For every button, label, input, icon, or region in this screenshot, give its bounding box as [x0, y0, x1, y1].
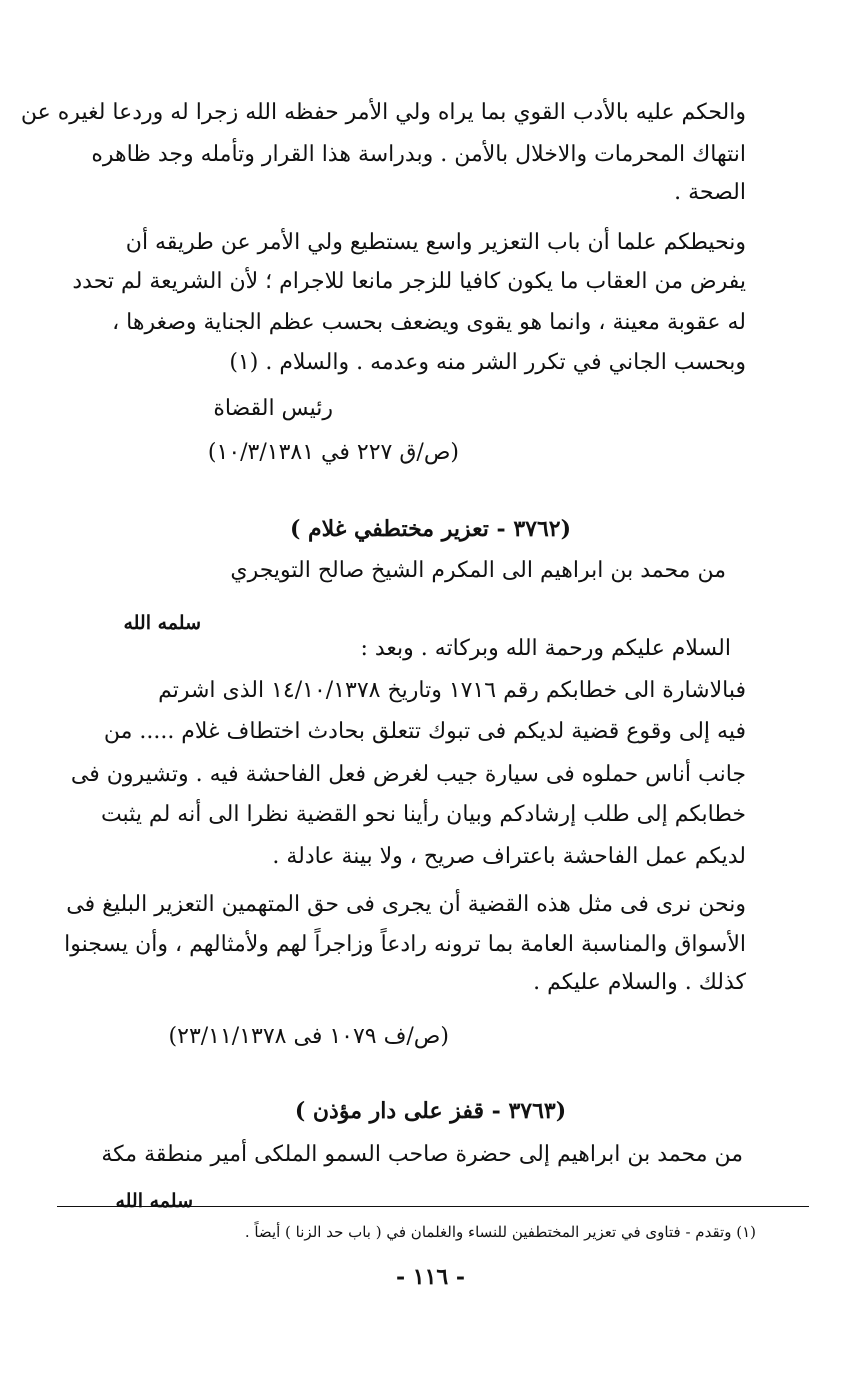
- section2-line-5: لديكم عمل الفاحشة باعتراف صريح ، ولا بينة عادلة .: [272, 844, 746, 869]
- section1-line-6: له عقوبة معينة ، وانما هو يقوى ويضعف بحسب عظم الجناية وصغرها ،: [112, 310, 746, 335]
- section2-line-6: ونحن نرى فى مثل هذه القضية أن يجرى فى حق المتهمين التعزير البليغ فى: [66, 892, 746, 917]
- salutation-3762: سلمه الله: [123, 612, 201, 634]
- section1-line-4: ونحيطكم علما أن باب التعزير واسع يستطيع ولي الأمر عن طريقه أن: [125, 230, 746, 255]
- section1-line-1: والحكم عليه بالأدب القوي بما يراه ولي الأمر حفظه الله زجرا له وردعا لغيره عن: [20, 100, 746, 125]
- reference-1: (ص/ق ٢٢٧ في ١٠/٣/١٣٨١): [207, 440, 459, 465]
- salutation-3763: سلمه الله: [115, 1190, 193, 1212]
- from-line-3762: من محمد بن ابراهيم الى المكرم الشيخ صالح التويجري: [230, 558, 726, 583]
- section2-line-7: الأسواق والمناسبة العامة بما ترونه رادعاً وزاجراً لهم ولأمثالهم ، وأن يسجنوا: [64, 932, 746, 957]
- section2-line-1: فبالاشارة الى خطابكم رقم ١٧١٦ وتاريخ ١٤/١٠/١٣٧٨ الذى اشرتم: [158, 678, 746, 703]
- reference-2: (ص/ف ١٠٧٩ فى ٢٣/١١/١٣٧٨): [168, 1024, 449, 1049]
- section1-line-7: وبحسب الجاني في تكرر الشر منه وعدمه . والسلام . (١): [229, 350, 746, 375]
- section1-line-2: انتهاك المحرمات والاخلال بالأمن . وبدراسة هذا القرار وتأمله وجد ظاهره: [91, 142, 746, 167]
- section2-line-3: جانب أناس حملوه فى سيارة جيب لغرض فعل الفاحشة فيه . وتشيرون فى: [70, 762, 746, 787]
- section2-line-8: كذلك . والسلام عليكم .: [533, 970, 746, 995]
- footnote-divider: [57, 1206, 809, 1207]
- footnote: (١) وتقدم - فتاوى في تعزير المختطفين للنساء والغلمان في ( باب حد الزنا ) أيضاً .: [244, 1223, 756, 1241]
- section1-line-5: يفرض من العقاب ما يكون كافيا للزجر مانعا للاجرام ؛ لأن الشريعة لم تحدد: [72, 269, 746, 294]
- greeting-3762: السلام عليكم ورحمة الله وبركاته . وبعد :: [360, 636, 731, 661]
- signature: رئيس القضاة: [213, 396, 333, 421]
- section1-line-3: الصحة .: [674, 180, 746, 205]
- from-line-3763: من محمد بن ابراهيم إلى حضرة صاحب السمو الملكى أمير منطقة مكة: [101, 1142, 743, 1167]
- section2-line-2: فيه إلى وقوع قضية لديكم فى تبوك تتعلق بحادث اختطاف غلام ..... من: [103, 719, 746, 744]
- heading-3762: (٣٧٦٢ - تعزير مختطفي غلام ): [289, 516, 572, 542]
- section2-line-4: خطابكم إلى طلب إرشادكم وبيان رأينا نحو القضية نظرا الى أنه لم يثبت: [100, 802, 746, 827]
- heading-3763: (٣٧٦٣ - قفز على دار مؤذن ): [294, 1098, 567, 1124]
- page-number: - ١١٦ -: [395, 1264, 466, 1290]
